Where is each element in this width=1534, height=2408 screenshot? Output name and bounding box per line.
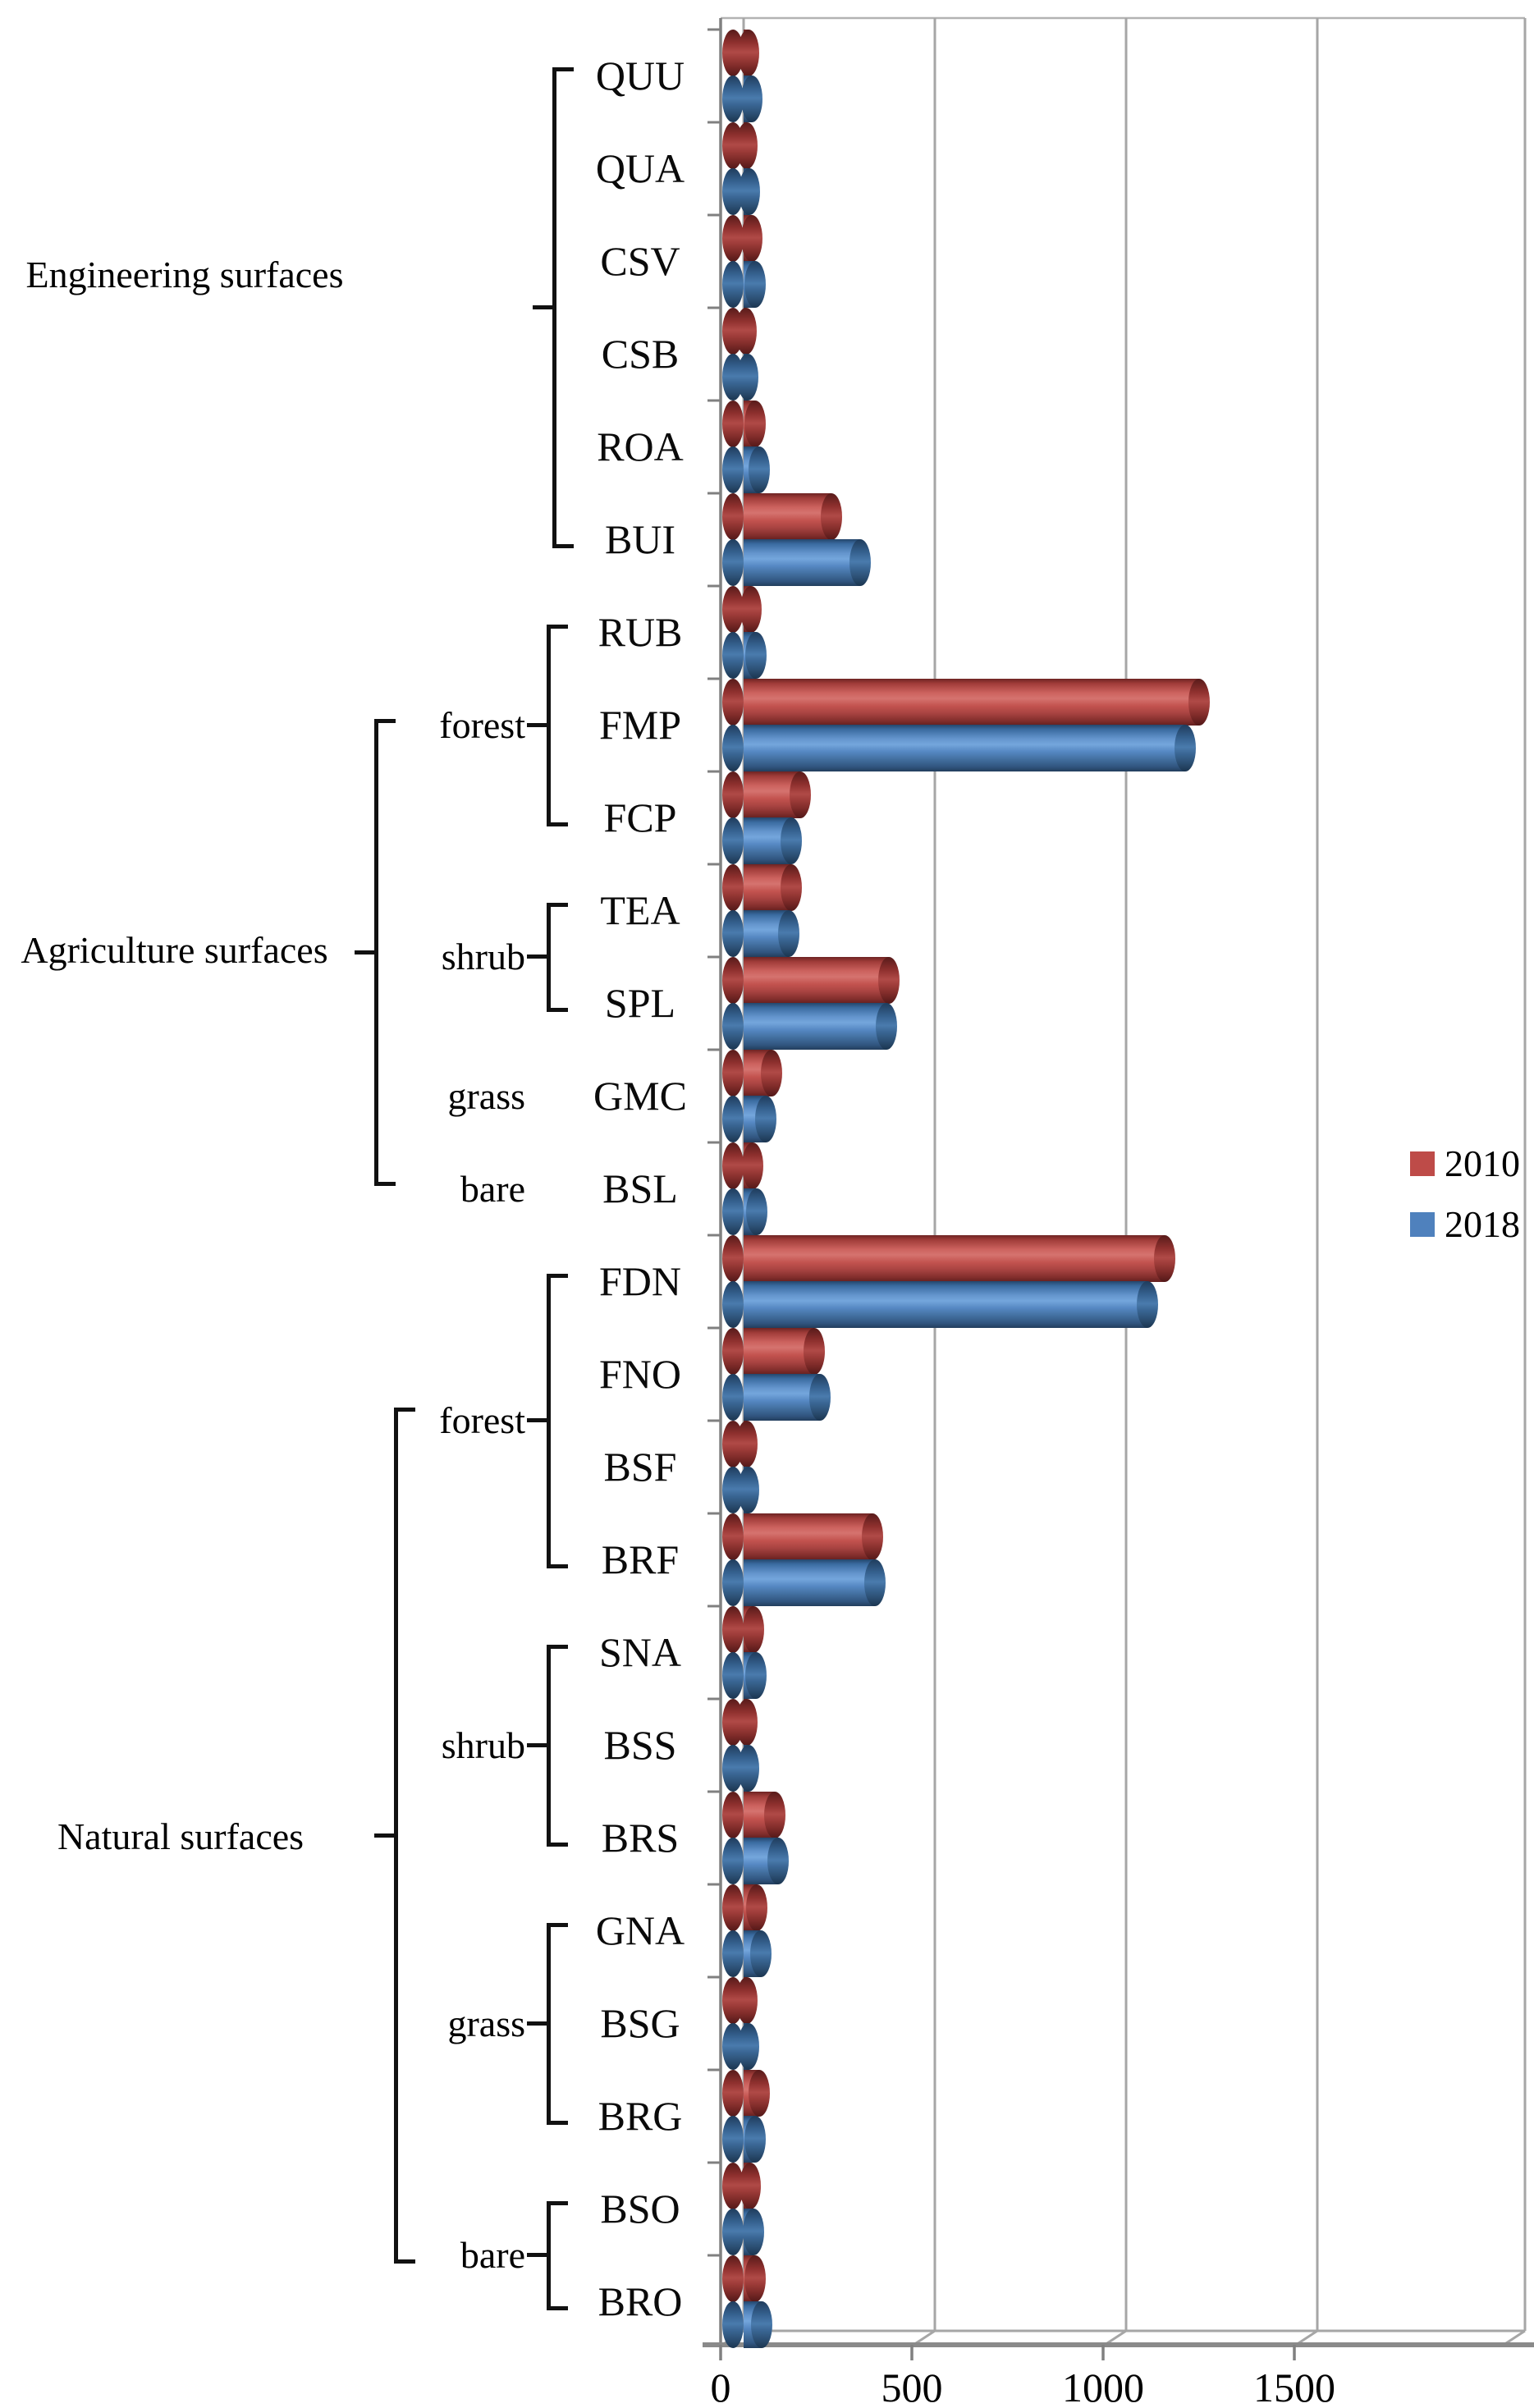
bar-2010-spl-endcap: [878, 957, 900, 1004]
legend-label-2010: 2010: [1445, 1142, 1520, 1184]
category-label-rub: RUB: [598, 609, 683, 655]
bar-2018-qua-endcap: [739, 168, 760, 215]
bar-2018-csv-startcap: [722, 261, 744, 308]
x-tick-label-1000: 1000: [1062, 2365, 1144, 2408]
bar-2010-bui-endcap: [821, 493, 842, 540]
category-label-bro: BRO: [598, 2278, 683, 2324]
bar-2010-gmc-endcap: [761, 1050, 782, 1096]
category-label-bso: BSO: [600, 2186, 680, 2232]
bar-2018-bui-startcap: [722, 539, 744, 586]
category-label-bsl: BSL: [602, 1165, 678, 1211]
category-label-brs: BRS: [601, 1815, 680, 1861]
bar-2018-brg-endcap: [744, 2116, 766, 2163]
category-label-roa: ROA: [597, 423, 684, 469]
category-label-qua: QUA: [595, 145, 685, 191]
bar-2018-fdn-startcap: [722, 1281, 744, 1328]
bracket-grass: [547, 1923, 551, 2125]
bar-2010-fcp-endcap: [790, 771, 811, 818]
category-label-bsf: BSF: [603, 1444, 677, 1490]
bar-2018-bso-endcap: [743, 2209, 764, 2255]
bar-2010-tea-startcap: [722, 864, 744, 911]
bar-2018-fmp-body: [744, 725, 1185, 771]
bar-2018-gmc-endcap: [755, 1096, 776, 1142]
bracket-tab: [374, 1833, 394, 1838]
subgroup-label-grass: grass: [447, 1074, 525, 1117]
bracket-tab: [527, 2021, 547, 2026]
legend-swatch-2010: [1410, 1151, 1435, 1176]
bar-2010-roa-endcap: [744, 401, 766, 447]
bar-2018-spl-body: [744, 1003, 886, 1050]
bracket-tab: [527, 1418, 547, 1422]
bar-2018-gna-startcap: [722, 1930, 744, 1977]
bar-2010-fdn-startcap: [722, 1235, 744, 1282]
category-label-fdn: FDN: [598, 1258, 682, 1304]
bar-2010-bsg-endcap: [736, 1977, 758, 2024]
category-label-csb: CSB: [601, 331, 680, 377]
bracket-natural: [394, 1408, 398, 2264]
subgroup-label-forest: forest: [439, 703, 525, 746]
category-label-bss: BSS: [603, 1722, 677, 1768]
legend: [1410, 1142, 1520, 1264]
bracket-tab: [527, 723, 547, 727]
bar-2018-fcp-startcap: [722, 817, 744, 864]
bar-2018-roa-endcap: [749, 446, 770, 493]
bar-2010-qua-endcap: [736, 122, 758, 169]
bar-2010-gmc-startcap: [722, 1050, 744, 1096]
bracket-shrub: [547, 903, 551, 1012]
category-label-spl: SPL: [604, 980, 676, 1026]
bar-2018-csv-endcap: [744, 261, 766, 308]
subgroup-label-shrub: shrub: [441, 1724, 525, 1766]
bar-2018-gna-endcap: [750, 1930, 772, 1977]
bar-2010-bsf-endcap: [736, 1421, 758, 1467]
bar-2018-spl-endcap: [876, 1003, 897, 1050]
bar-2018-rub-startcap: [722, 632, 744, 679]
bar-2018-gmc-startcap: [722, 1096, 744, 1142]
bracket-tab: [527, 955, 547, 959]
bar-2010-bro-endcap: [744, 2255, 766, 2302]
bar-2018-fno-endcap: [809, 1374, 831, 1421]
bar-2010-bsl-endcap: [742, 1142, 763, 1189]
bar-2018-fdn-body: [744, 1281, 1147, 1328]
group-label-agriculture: Agriculture surfaces: [21, 929, 328, 971]
gridlines: [744, 18, 1525, 2331]
bar-2018-bui-body: [744, 539, 860, 586]
legend-label-2018: 2018: [1445, 1203, 1520, 1245]
legend-swatch-2018: [1410, 1212, 1435, 1237]
bar-2010-sna-startcap: [722, 1606, 744, 1653]
bar-2018-tea-startcap: [722, 910, 744, 957]
group-label-engineering: Engineering surfaces: [25, 254, 344, 295]
bar-2018-fdn-endcap: [1137, 1281, 1158, 1328]
group-label-natural: Natural surfaces: [57, 1815, 305, 1857]
bar-2010-bui-startcap: [722, 493, 744, 540]
bar-2018-bro-startcap: [722, 2301, 744, 2348]
bar-2010-bro-startcap: [722, 2255, 744, 2302]
bar-2010-brf-startcap: [722, 1513, 744, 1560]
bar-2010-fmp-body: [744, 679, 1199, 726]
bar-2018-brf-body: [744, 1559, 875, 1606]
legend-item-2010: [1410, 1142, 1520, 1185]
bracket-forest: [547, 1274, 551, 1568]
bar-2018-spl-startcap: [722, 1003, 744, 1050]
bar-2010-bss-endcap: [736, 1699, 758, 1746]
bar-2010-brs-startcap: [722, 1792, 744, 1838]
bar-2018-brs-startcap: [722, 1838, 744, 1884]
x-tick-label-1500: 1500: [1253, 2365, 1335, 2408]
bar-2010-csb-endcap: [735, 308, 757, 355]
x-tick-label-500: 500: [881, 2365, 943, 2408]
bracket-tab: [527, 1743, 547, 1747]
bar-2018-roa-startcap: [722, 446, 744, 493]
bar-2018-csb-endcap: [737, 354, 758, 401]
category-label-sna: SNA: [598, 1629, 682, 1675]
category-label-tea: TEA: [600, 887, 680, 933]
bar-2018-bso-startcap: [722, 2209, 744, 2255]
subgroup-label-bare: bare: [460, 2234, 525, 2276]
category-label-fcp: FCP: [603, 794, 677, 840]
bar-2010-spl-body: [744, 957, 889, 1004]
subgroup-label-forest: forest: [439, 1399, 525, 1441]
category-label-fmp: FMP: [598, 702, 682, 748]
bar-2018-rub-endcap: [745, 632, 767, 679]
bar-2010-sna-endcap: [743, 1606, 764, 1653]
category-label-csv: CSV: [600, 238, 680, 284]
bar-2018-brf-endcap: [864, 1559, 886, 1606]
bar-2010-fdn-body: [744, 1235, 1165, 1282]
bar-2010-fmp-startcap: [722, 679, 744, 726]
bar-2010-bsl-startcap: [722, 1142, 744, 1189]
x-tick-label-0: 0: [710, 2365, 731, 2408]
bar-2018-fno-startcap: [722, 1374, 744, 1421]
bar-2010-spl-startcap: [722, 957, 744, 1004]
category-label-brf: BRF: [601, 1536, 680, 1582]
legend-item-2018: [1410, 1203, 1520, 1246]
bar-2018-fmp-startcap: [722, 725, 744, 771]
category-label-bui: BUI: [604, 516, 676, 562]
subgroup-label-grass: grass: [447, 2002, 525, 2044]
bar-2018-sna-startcap: [722, 1652, 744, 1699]
bar-2010-fcp-startcap: [722, 771, 744, 818]
bar-2010-csv-startcap: [722, 215, 744, 262]
bar-2010-fdn-endcap: [1154, 1235, 1175, 1282]
bracket-bare: [547, 2201, 551, 2310]
bar-2018-bsg-endcap: [738, 2023, 759, 2070]
bar-2018-quu-startcap: [722, 76, 744, 122]
bar-2018-bsl-startcap: [722, 1188, 744, 1235]
subgroup-label-shrub: shrub: [441, 936, 525, 977]
category-label-gna: GNA: [595, 1907, 685, 1953]
subgroup-label-bare: bare: [460, 1167, 525, 1210]
bar-2010-brf-body: [744, 1513, 872, 1560]
bar-2018-brs-endcap: [767, 1838, 789, 1884]
bar-2018-bss-endcap: [738, 1745, 759, 1792]
bar-2018-brf-startcap: [722, 1559, 744, 1606]
bar-2018-tea-endcap: [778, 910, 799, 957]
bar-2018-bsf-endcap: [738, 1467, 759, 1513]
category-label-bsg: BSG: [600, 2000, 680, 2046]
category-label-quu: QUU: [595, 53, 685, 98]
bracket-forest: [547, 625, 551, 826]
bar-2010-fmp-endcap: [1188, 679, 1210, 726]
bracket-shrub: [547, 1645, 551, 1847]
bar-2018-bui-endcap: [849, 539, 871, 586]
bar-2018-bsl-endcap: [746, 1188, 767, 1235]
bar-2010-quu-endcap: [738, 30, 759, 76]
bar-2018-brg-startcap: [722, 2116, 744, 2163]
category-label-brg: BRG: [598, 2093, 683, 2139]
bar-2010-brg-startcap: [722, 2070, 744, 2117]
bar-2010-brf-endcap: [862, 1513, 883, 1560]
category-label-gmc: GMC: [593, 1073, 687, 1119]
bar-2010-roa-startcap: [722, 401, 744, 447]
category-label-fno: FNO: [598, 1351, 682, 1397]
bar-2010-gna-startcap: [722, 1884, 744, 1931]
bar-2010-fno-startcap: [722, 1328, 744, 1375]
bar-2010-bui-body: [744, 493, 831, 540]
bar-2010-brg-endcap: [749, 2070, 770, 2117]
bracket-tab: [527, 2253, 547, 2257]
bar-2018-sna-endcap: [745, 1652, 767, 1699]
